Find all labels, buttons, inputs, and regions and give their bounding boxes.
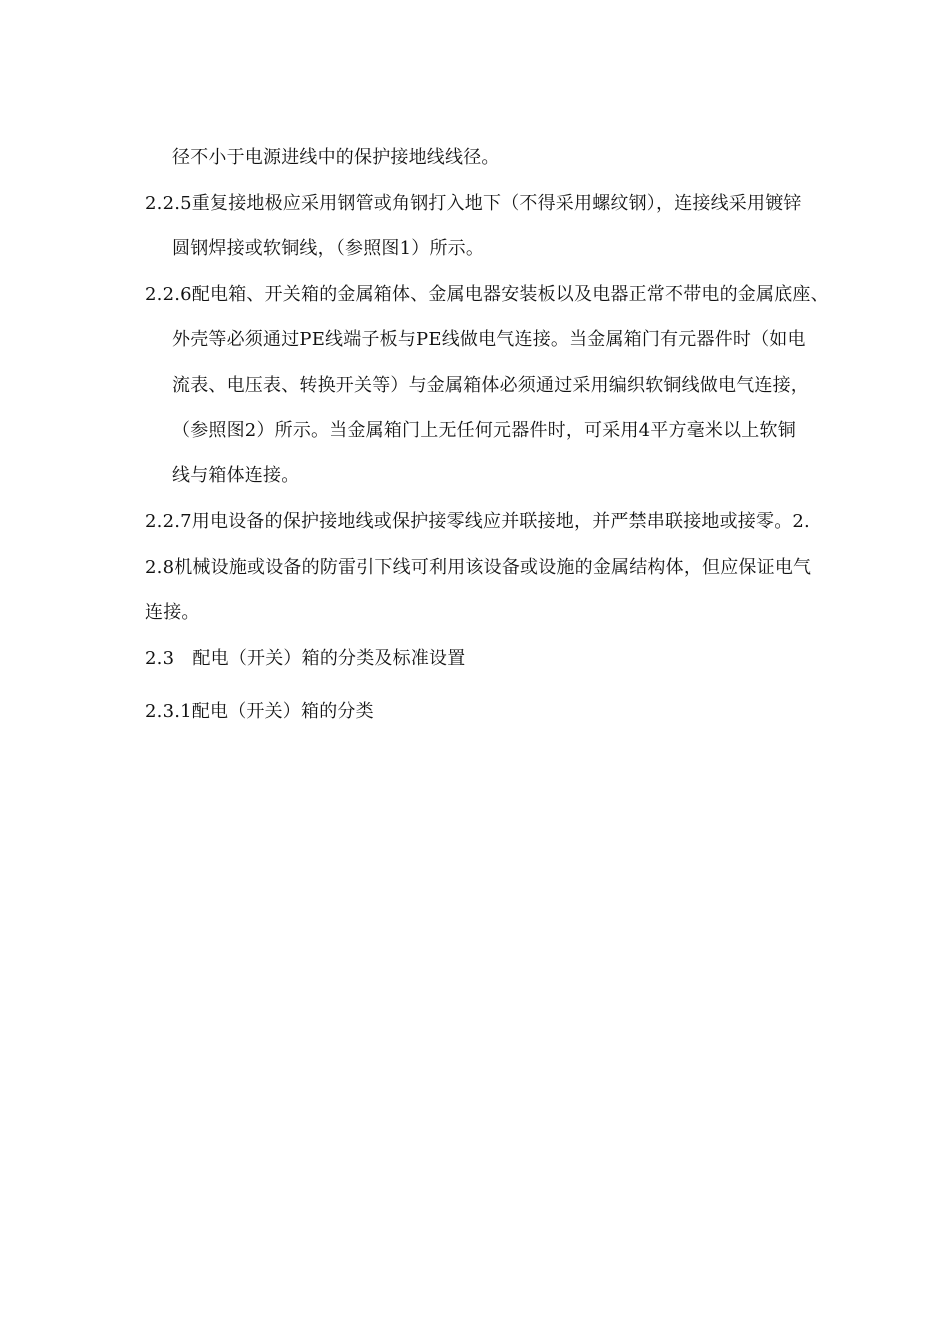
subsection-heading-2-3-1: 2.3.1配电（开关）箱的分类 [145, 701, 374, 722]
text-line-8: 线与箱体连接。 [172, 465, 300, 486]
text-line-4: 2.2.6配电箱、开关箱的金属箱体、金属电器安装板以及电器正常不带电的金属底座、 [145, 284, 829, 305]
text-line-11: 连接。 [145, 602, 200, 623]
section-heading-2-3: 2.3 配电（开关）箱的分类及标准设置 [145, 648, 466, 669]
text-line-5: 外壳等必须通过PE线端子板与PE线做电气连接。当金属箱门有元器件时（如电 [172, 329, 806, 350]
text-line-2: 2.2.5重复接地极应采用钢管或角钢打入地下（不得采用螺纹钢），连接线采用镀锌 [145, 193, 802, 214]
text-line-6: 流表、电压表、转换开关等）与金属箱体必须通过采用编织软铜线做电气连接， [172, 375, 809, 396]
text-line-1: 径不小于电源进线中的保护接地线线径。 [172, 147, 500, 168]
text-line-10: 2.8机械设施或设备的防雷引下线可利用该设备或设施的金属结构体，但应保证电气 [145, 557, 812, 578]
text-line-9: 2.2.7用电设备的保护接地线或保护接零线应并联接地，并严禁串联接地或接零。2. [145, 511, 810, 532]
text-line-3: 圆钢焊接或软铜线，（参照图1）所示。 [172, 238, 485, 259]
text-line-7: （参照图2）所示。当金属箱门上无任何元器件时，可采用4平方毫米以上软铜 [172, 420, 796, 441]
